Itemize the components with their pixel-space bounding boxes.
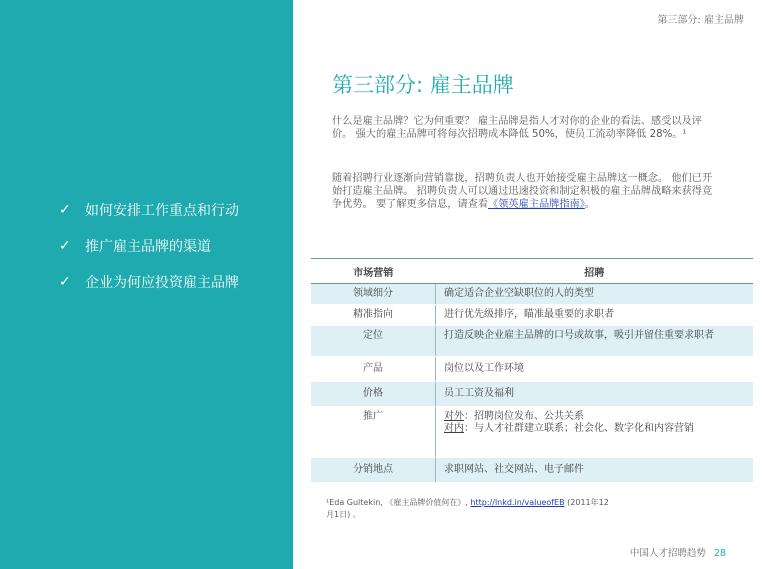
footnote — [326, 497, 616, 521]
checkmark-icon: ✓ — [59, 238, 71, 254]
table-cell-marketing: 产品 — [311, 357, 436, 382]
table-cell-marketing: 推广 — [311, 407, 436, 458]
page-number: 28 — [713, 548, 726, 559]
employer-brand-guide-link[interactable]: 《领英雇主品牌指南》 — [488, 199, 585, 210]
table-cell-marketing: 定位 — [311, 326, 436, 357]
page-title: 第三部分: 雇主品牌 — [332, 73, 514, 97]
column-header-recruiting: 招聘 — [436, 259, 754, 284]
checklist-item — [59, 192, 239, 228]
table-cell-marketing: 领域细分 — [311, 284, 436, 305]
footer-title: 中国人才招聘趋势 — [629, 548, 706, 559]
table-row — [311, 326, 753, 357]
sidebar-panel — [0, 0, 293, 569]
table-cell-recruiting: 岗位以及工作环境 — [436, 357, 754, 382]
checkmark-icon: ✓ — [59, 202, 71, 218]
intro-paragraph: 什么是雇主品牌？它为何重要？ 雇主品牌是指人才对你的企业的看法、感受以及评价。 强大的雇主品牌可将每次招聘成本降低 50%，使员工流动率降低 28%。¹ — [332, 116, 702, 140]
internal-label: 对内 — [444, 423, 464, 434]
table-cell-recruiting: 员工工资及福利 — [436, 382, 754, 407]
internal-text: ：与人才社群建立联系；社会化、数字化和内容营销 — [464, 423, 694, 434]
checklist-item-label: 推广雇主品牌的渠道 — [85, 239, 211, 255]
checkmark-icon: ✓ — [59, 274, 71, 290]
checklist-item-label: 如何安排工作重点和行动 — [85, 203, 239, 219]
external-text: ：招聘岗位发布、公共关系 — [464, 411, 584, 422]
table-cell-recruiting: 确定适合企业空缺职位的人的类型 — [436, 284, 754, 305]
section-header: 第三部分: 雇主品牌 — [657, 15, 744, 26]
table-row — [311, 357, 753, 382]
column-header-marketing: 市场营销 — [311, 259, 436, 284]
table-cell-recruiting: 打造反映企业雇主品牌的口号或故事，吸引并留住重要求职者 — [436, 326, 754, 357]
table-row — [311, 458, 753, 483]
table-cell-marketing: 分销地点 — [311, 458, 436, 483]
footnote-link[interactable]: http://lnkd.in/valueofEB — [470, 498, 565, 507]
table-cell-recruiting — [436, 407, 754, 458]
footnote-text: ¹Eda Gultekin, 《雇主品牌价值何在》, — [326, 498, 471, 507]
table-cell-recruiting: 进行优先级排序，瞄准最重要的求职者 — [436, 305, 754, 326]
table-row — [311, 407, 753, 458]
table-row — [311, 284, 753, 305]
guide-paragraph-end: 。 — [584, 199, 596, 210]
external-label: 对外 — [444, 411, 464, 422]
marketing-recruiting-table — [311, 258, 753, 483]
table-cell-marketing: 价格 — [311, 382, 436, 407]
topic-checklist — [59, 192, 239, 300]
checklist-item — [59, 228, 239, 264]
table-row — [311, 382, 753, 407]
checklist-item — [59, 264, 239, 300]
table-row — [311, 305, 753, 326]
checklist-item-label: 企业为何应投资雇主品牌 — [85, 275, 239, 291]
guide-paragraph-text: 随着招聘行业逐渐向营销靠拢，招聘负责人也开始接受雇主品牌这一概念。 他们已开始打造雇主品牌。 招聘负责人可以通过迅速投资和制定积极的雇主品牌战略来获得竞争优势。 要了解更多信息，请查看 — [332, 173, 713, 210]
footnote-end: (2011年12月1日) 。 — [326, 498, 609, 519]
table-cell-marketing: 精准指向 — [311, 305, 436, 326]
table-cell-recruiting: 求职网站、社交网站、电子邮件 — [436, 458, 754, 483]
page-footer — [630, 545, 726, 559]
guide-paragraph — [332, 172, 717, 211]
